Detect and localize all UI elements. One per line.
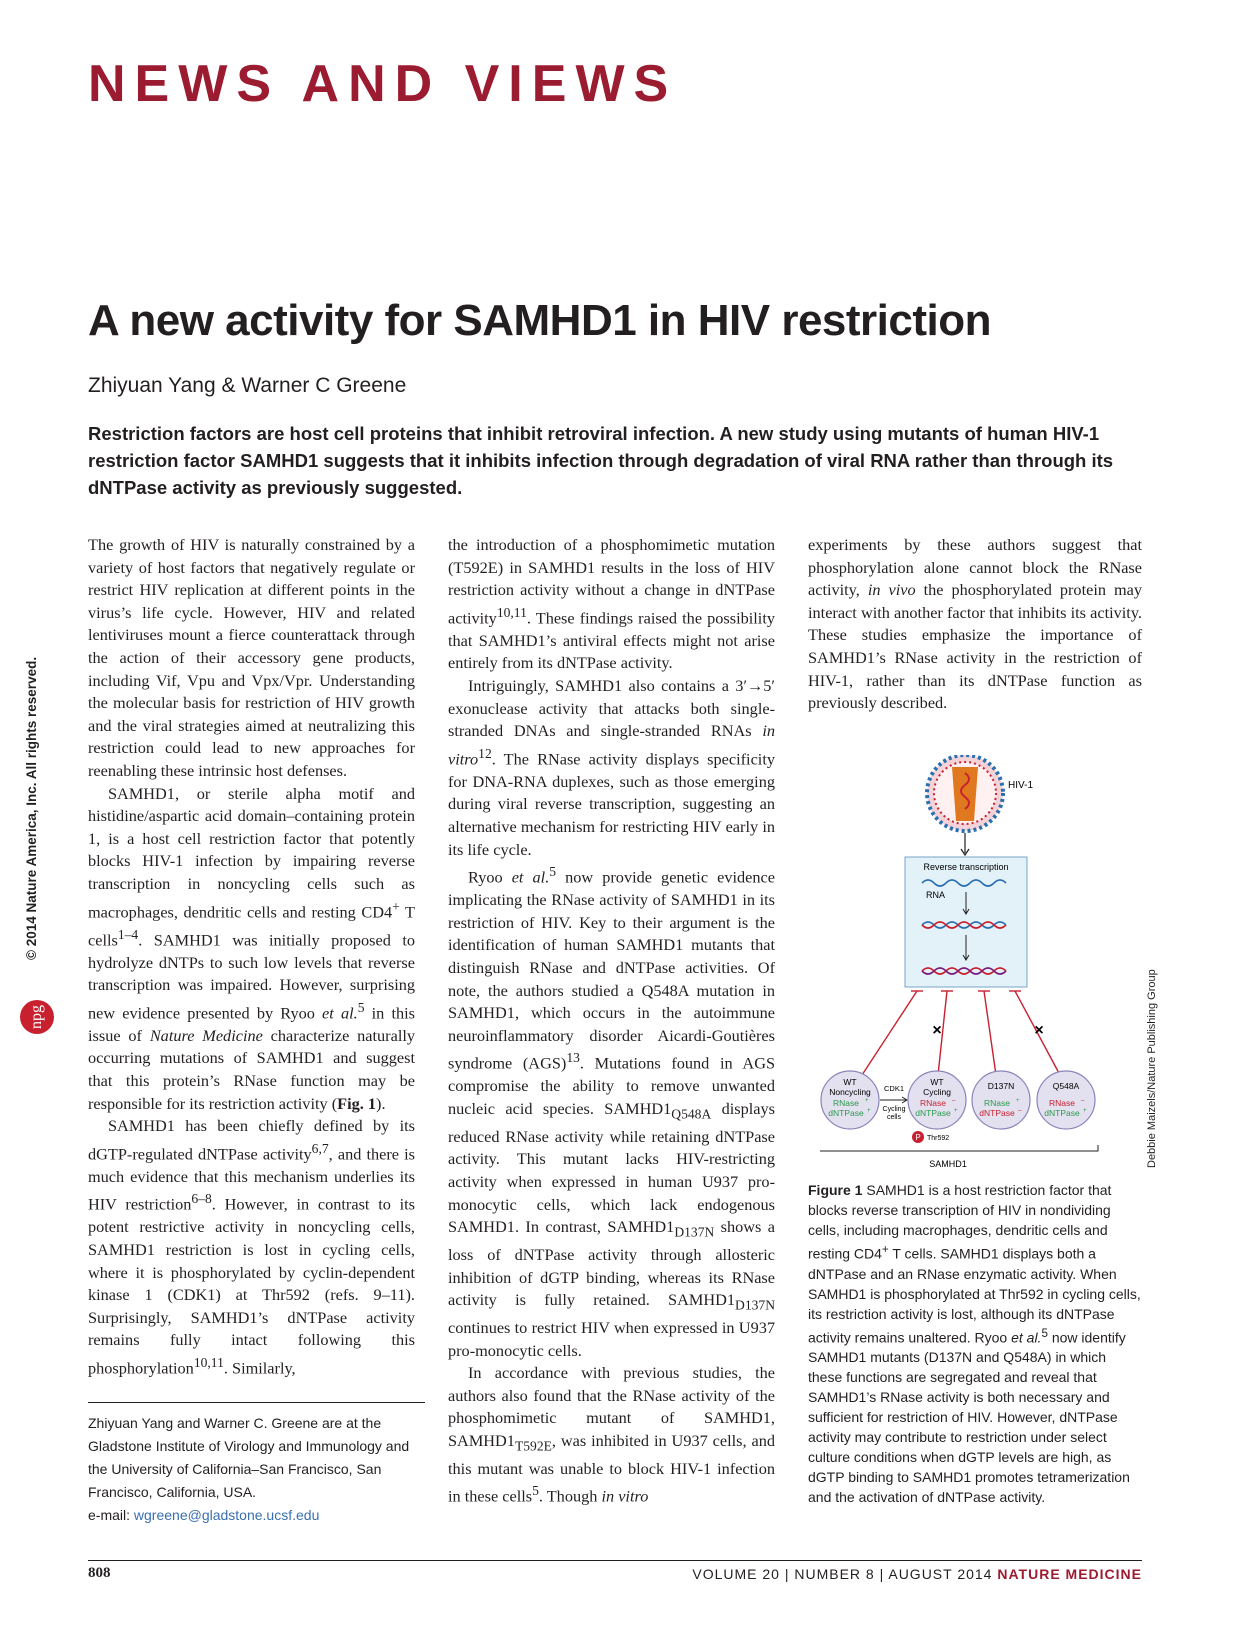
- body-column-3: [808, 534, 1142, 715]
- footer-rule: [88, 1560, 1142, 1561]
- paragraph: experiments by these authors suggest that phosphorylation alone cannot block the RNase activity, in vivo the phosphorylated protein may interact with another factor that inhibits its activity. These studies emphasize the importance of SAMHD1’s RNase activity in the restriction of HIV-1, rather than its dNTPase function as previously described.: [808, 535, 1143, 713]
- cycling-cells-label: cells: [886, 1114, 902, 1121]
- article-authors: Zhiyuan Yang & Warner C Greene: [88, 374, 407, 397]
- svg-text:Cycling: Cycling: [923, 1087, 951, 1097]
- svg-text:RNase: RNase: [984, 1098, 1010, 1108]
- samhd1-q548a: [1037, 1071, 1095, 1129]
- cdk1-label: CDK1: [883, 1084, 905, 1093]
- body-column-2: [448, 534, 775, 1508]
- thr592-label: Thr592: [927, 1135, 950, 1142]
- bracket: [820, 1145, 1098, 1151]
- blocked-x-icon: ×: [932, 1022, 942, 1039]
- svg-text:+: +: [867, 1108, 871, 1114]
- paragraph: Ryoo et al.$^5$ now provide genetic evidence implicating the RNase activity of SAMHD1 in its restriction of HIV. Key to their argument is the identification of human SAMHD1 mutants that distinguish RNase and dNTPase activities. Of note, the authors studied a Q548A mutation in SAMHD1, which occurs in the autoimmune neuroinflammatory disorder Aicardi-Goutières syndrome (AGS)$^{13}$. Mutations found in AGS compromise the ability to remove unwanted nucleic acid species. $SAMHD1_{Q548A}$ displays reduced RNase activity while retaining dNTPase activity. This mutant lacks HIV-restricting activity when expressed in human U937 pro-monocytic cells, which lack endogenous SAMHD1. In contrast, $SAMHD1_{D137N}$ shows a loss of dNTPase activity through allosteric inhibition of dGTP binding, whereas its RNase activity is fully retained. $SAMHD1_{D137N}$ continues to restrict HIV when expressed in U937 pro-monocytic cells.: [448, 864, 776, 1360]
- figure-1-diagram: [820, 755, 1136, 1175]
- svg-text:dNTPase: dNTPase: [1044, 1108, 1080, 1118]
- paragraph: Intriguingly, SAMHD1 also contains a 3′→5′ exonuclease activity that attacks both single-stranded DNAs and single-stranded RNAs in vitro$^{12}$. The RNase activity displays specificity for DNA-RNA duplexes, such as those emerging during viral reverse transcription, suggesting an alternative mechanism for restricting HIV early in its life cycle.: [448, 675, 775, 859]
- page-number: 808: [88, 1565, 111, 1581]
- article-standfirst: Restriction factors are host cell proteins that inhibit retroviral infection. A new study using mutants of human HIV-1 restriction factor SAMHD1 suggests that it inhibits infection through degradation of viral RNA rather than through its dNTPase activity as previously suggested.: [88, 423, 1114, 498]
- hiv-virion-icon: [927, 755, 1003, 831]
- virus-label: HIV-1: [1008, 780, 1034, 791]
- svg-text:RNase: RNase: [833, 1098, 859, 1108]
- copyright-notice: © 2014 Nature America, Inc. All rights reserved.: [24, 656, 39, 960]
- svg-text:+: +: [954, 1108, 958, 1114]
- paragraph: SAMHD1, or sterile alpha motif and histidine/aspartic acid domain–containing protein 1, is a host cell restriction factor that potently blocks HIV-1 infection by impairing reverse transcription in noncycling cells such as macrophages, dendritic cells and resting CD4+ T cells$^{1-4}$. SAMHD1 was initially proposed to hydrolyze dNTPs to such low levels that reverse transcription was impaired. However, surprising new evidence presented by Ryoo et al.$^5$ in this issue of Nature Medicine characterize naturally occurring mutations of SAMHD1 and suggest that this protein’s RNase function may be responsible for its restriction activity (Fig. 1).: [88, 783, 416, 1113]
- svg-text:+: +: [1016, 1098, 1020, 1104]
- paragraph: The growth of HIV is naturally constrained by a variety of host factors that negatively regulate or restrict HIV replication at different points in the virus’s life cycle. However, HIV and related lentiviruses mount a fierce counterattack through the action of their accessory gene products, including Vif, Vpu and Vpx/Vpr. Understanding the molecular basis for restriction of HIV growth and the viral strategies aimed at neutralizing this restriction could lead to new approaches for reenabling these intrinsic host defenses.: [88, 535, 415, 780]
- author-affiliation: Zhiyuan Yang and Warner C. Greene are at the Gladstone Institute of Virology and Immunology and the University of California–San Francisco, San Francisco, California, USA. e-mail: wgreene@gladstone.ucsf.edu: [88, 1415, 410, 1523]
- article-title: A new activity for SAMHD1 in HIV restriction: [88, 296, 991, 345]
- blocked-x-icon: ×: [1034, 1022, 1044, 1039]
- paragraph: the introduction of a phosphomimetic mutation (T592E) in SAMHD1 results in the loss of HIV restriction activity without a change in dNTPase activity$^{10,11}$. These findings raised the possibility that SAMHD1’s antiviral effects might not arise entirely from its dNTPase activity.: [448, 535, 775, 673]
- svg-text:dNTPase: dNTPase: [828, 1108, 864, 1118]
- figure-1: [820, 755, 1136, 1175]
- email-link[interactable]: wgreene@gladstone.ucsf.edu: [133, 1507, 320, 1523]
- svg-text:–: –: [1081, 1098, 1085, 1104]
- svg-text:WT: WT: [930, 1077, 944, 1087]
- svg-text:Q548A: Q548A: [1052, 1081, 1080, 1091]
- samhd1-label: SAMHD1: [929, 1159, 967, 1169]
- figure-caption: Figure 1 SAMHD1 is a host restriction factor that blocks reverse transcription of HIV in nondividing cells, including macrophages, dendritic cells and resting CD4+ T cells. SAMHD1 displays both a dNTPase and an RNase enzymatic activity. When SAMHD1 is phosphorylated at Thr592 in cycling cells, its restriction activity is lost, although its dNTPase activity remains unaltered. Ryoo et al.$^5$ now identify SAMHD1 mutants (D137N and Q548A) in which these functions are segregated and reveal that SAMHD1’s RNase activity is both necessary and sufficient for restriction of HIV. However, dNTPase activity may contribute to restriction under select culture conditions when dGTP levels are high, as dGTP binding to SAMHD1 promotes tetramerization and the activation of dNTPase activity.: [808, 1182, 1141, 1506]
- journal-name: NATURE MEDICINE: [997, 1566, 1142, 1582]
- svg-text:dNTPase: dNTPase: [915, 1108, 951, 1118]
- svg-text:+: +: [1083, 1108, 1087, 1114]
- svg-text:D137N: D137N: [987, 1081, 1015, 1091]
- cycling-cells-label: Cycling: [882, 1106, 906, 1113]
- svg-text:RNase: RNase: [920, 1098, 946, 1108]
- svg-text:WT: WT: [843, 1077, 857, 1087]
- rna-label: RNA: [926, 890, 946, 900]
- samhd1-d137n: [972, 1071, 1030, 1129]
- svg-text:–: –: [952, 1098, 956, 1104]
- section-heading: NEWS AND VIEWS: [88, 55, 678, 113]
- image-credit: Debbie Maizels/Nature Publishing Group: [1146, 969, 1158, 1168]
- paragraph: SAMHD1 has been chiefly defined by its dGTP-regulated dNTPase activity$^{6,7}$, and there is much evidence that this mechanism underlies its HIV restriction$^{6-8}$. However, in contrast to its potent restrictive activity in noncycling cells, SAMHD1 restriction is lost in cycling cells, where it is phosphorylated by cyclin-dependent kinase 1 (CDK1) at Thr592 (refs. 9–11). Surprisingly, SAMHD1’s dNTPase activity remains fully intact following this phosphorylation$^{10,11}$. Similarly,: [88, 1116, 416, 1378]
- footnote-rule: [88, 1402, 425, 1403]
- svg-text:+: +: [865, 1098, 869, 1104]
- paragraph: In accordance with previous studies, the authors also found that the RNase activity of the phosphomimetic mutant of SAMHD1, $SAMHD1_{T592E}$, was inhibited in U937 cells, and this mutant was unable to block HIV-1 infection in these cells$^5$. Though in vitro: [448, 1363, 775, 1506]
- figure-reference-link[interactable]: Fig. 1: [337, 1093, 377, 1113]
- svg-text:–: –: [1018, 1108, 1022, 1114]
- samhd1-wt-cycling: [908, 1071, 966, 1129]
- phosphate-label: P: [915, 1133, 921, 1142]
- svg-text:Noncycling: Noncycling: [829, 1087, 871, 1097]
- footer-citation: VOLUME 20 | NUMBER 8 | AUGUST 2014 NATURE MEDICINE: [692, 1566, 1142, 1582]
- body-column-1: [88, 534, 415, 1380]
- svg-text:dNTPase: dNTPase: [979, 1108, 1015, 1118]
- npg-logo: npg: [20, 1000, 54, 1034]
- samhd1-wt-noncycling: [821, 1071, 879, 1129]
- rt-label: Reverse transcription: [923, 862, 1009, 872]
- svg-text:RNase: RNase: [1049, 1098, 1075, 1108]
- inhibition-lines: [862, 991, 1060, 1075]
